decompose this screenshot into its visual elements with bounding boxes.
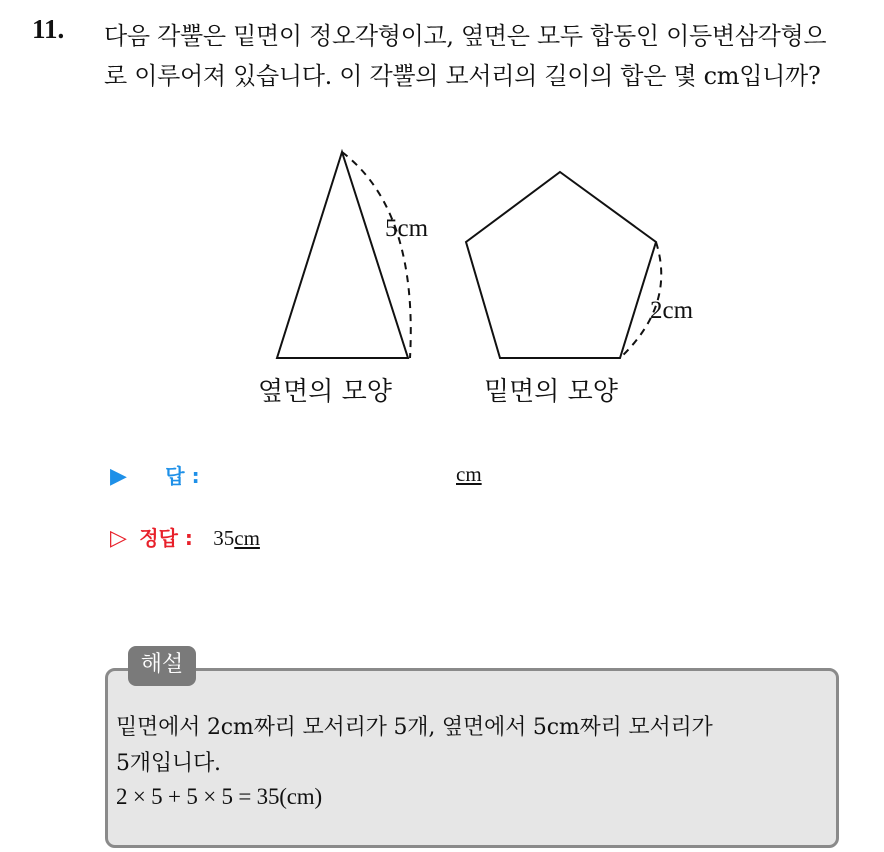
question-number: 11. bbox=[32, 14, 65, 44]
base-pentagon bbox=[466, 172, 656, 358]
question-text-line-2: 로 이루어져 있습니다. 이 각뿔의 모서리의 길이의 합은 몇 cm입니까? bbox=[104, 62, 821, 90]
correct-answer-label: 정답 : bbox=[139, 526, 193, 550]
explanation-line-2: 5개입니다. bbox=[116, 751, 221, 776]
explanation-tag: 해설 bbox=[128, 646, 196, 686]
correct-answer-row bbox=[110, 522, 260, 551]
correct-answer-unit: cm bbox=[234, 526, 260, 550]
play-arrow-icon: ▶ bbox=[110, 464, 127, 489]
base-caption: 밑면의 모양 bbox=[484, 377, 618, 407]
side-length-label: 5cm bbox=[385, 215, 429, 242]
correct-answer-value: 35 bbox=[213, 526, 235, 550]
side-face-caption: 옆면의 모양 bbox=[258, 377, 392, 407]
answer-row bbox=[110, 460, 482, 489]
side-face-triangle bbox=[277, 152, 408, 358]
base-length-label: 2cm bbox=[650, 297, 694, 324]
outline-arrow-icon: ▷ bbox=[110, 526, 127, 551]
explanation-formula: 2 × 5 + 5 × 5 = 35(cm) bbox=[116, 784, 322, 809]
question-text-line-1: 다음 각뿔은 밑면이 정오각형이고, 옆면은 모두 합동인 이등변삼각형으 bbox=[104, 22, 827, 50]
explanation-line-1: 밑면에서 2cm짜리 모서리가 5개, 옆면에서 5cm짜리 모서리가 bbox=[116, 715, 713, 740]
answer-label: 답 : bbox=[165, 464, 200, 488]
answer-unit: cm bbox=[456, 462, 482, 486]
